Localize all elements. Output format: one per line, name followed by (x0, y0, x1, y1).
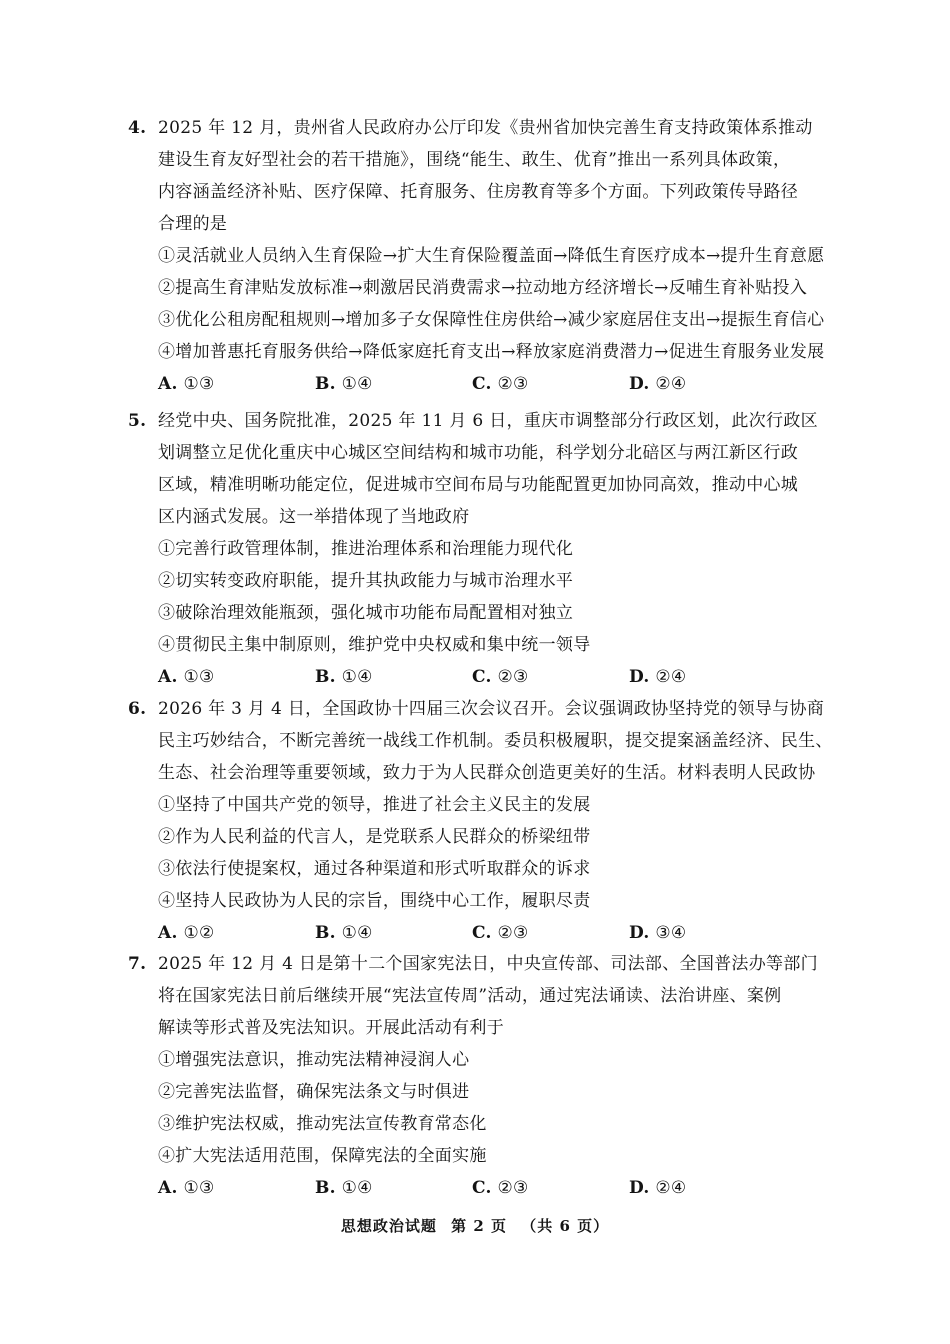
statement-option: ③破除治理效能瓶颈，强化城市功能布局配置相对独立 (158, 603, 574, 623)
choice-b: B. ①④ (315, 1178, 373, 1198)
statement-option: ①坚持了中国共产党的领导，推进了社会主义民主的发展 (158, 795, 591, 815)
choice-b: B. ①④ (315, 667, 373, 687)
question-7 (128, 948, 818, 1204)
statement-option: ③维护宪法权威，推动宪法宣传教育常态化 (158, 1114, 487, 1134)
choice-a: A. ①③ (158, 374, 215, 394)
statement-option: ①灵活就业人员纳入生育保险→扩大生育保险覆盖面→降低生育医疗成本→提升生育意愿 (158, 246, 825, 266)
statement-option: ②完善宪法监督，确保宪法条文与时俱进 (158, 1082, 470, 1102)
choice-d: D. ②④ (629, 374, 687, 394)
question-number: 6. (128, 699, 147, 719)
question-stem-line: 民主巧妙结合，不断完善统一战线工作机制。委员积极履职，提交提案涵盖经济、民生、 (158, 731, 833, 751)
question-stem-line: 解读等形式普及宪法知识。开展此活动有利于 (158, 1018, 504, 1038)
statement-option: ④坚持人民政协为人民的宗旨，围绕中心工作，履职尽责 (158, 891, 591, 911)
choice-c: C. ②③ (472, 1178, 529, 1198)
question-stem-line: 合理的是 (158, 214, 228, 234)
choice-a: A. ①③ (158, 667, 215, 687)
statement-option: ②切实转变政府职能，提升其执政能力与城市治理水平 (158, 571, 574, 591)
question-stem-line: 划调整立足优化重庆中心城区空间结构和城市功能，科学划分北碚区与两江新区行政 (158, 443, 799, 463)
question-number: 5. (128, 411, 147, 431)
statement-option: ③依法行使提案权，通过各种渠道和形式听取群众的诉求 (158, 859, 591, 879)
answer-choices (128, 661, 818, 693)
statement-option: ③优化公租房配租规则→增加多子女保障性住房供给→减少家庭居住支出→提振生育信心 (158, 310, 825, 330)
question-number: 4. (128, 118, 147, 138)
question-stem-line: 区域，精准明晰功能定位，促进城市空间布局与功能配置更加协同高效，推动中心城 (158, 475, 799, 495)
statement-option: ②提高生育津贴发放标准→刺激居民消费需求→拉动地方经济增长→反哺生育补贴投入 (158, 278, 808, 298)
footer-page-number: 第 2 页 (451, 1217, 507, 1235)
choice-b: B. ①④ (315, 374, 373, 394)
answer-choices (128, 917, 818, 949)
question-stem-line: 区内涵式发展。这一举措体现了当地政府 (158, 507, 470, 527)
question-6 (128, 693, 833, 949)
choice-a: A. ①② (158, 923, 215, 943)
choice-c: C. ②③ (472, 374, 529, 394)
statement-option: ④扩大宪法适用范围，保障宪法的全面实施 (158, 1146, 487, 1166)
footer-total-pages: （共 6 页） (521, 1217, 610, 1235)
answer-choices (128, 368, 818, 400)
question-number: 7. (128, 954, 147, 974)
choice-d: D. ③④ (629, 923, 687, 943)
answer-choices (128, 1172, 818, 1204)
choice-c: C. ②③ (472, 667, 529, 687)
statement-option: ①完善行政管理体制，推进治理体系和治理能力现代化 (158, 539, 574, 559)
statement-option: ①增强宪法意识，推动宪法精神浸润人心 (158, 1050, 470, 1070)
question-stem-line: 4. 2025 年 12 月，贵州省人民政府办公厅印发《贵州省加快完善生育支持政策体系推动 (128, 112, 818, 144)
question-stem-line: 5. 经党中央、国务院批准，2025 年 11 月 6 日，重庆市调整部分行政区划，此次行政区 (128, 405, 818, 437)
statement-option: ④增加普惠托育服务供给→降低家庭托育支出→释放家庭消费潜力→促进生育服务业发展 (158, 342, 825, 362)
question-4 (128, 112, 825, 400)
statement-option: ②作为人民利益的代言人，是党联系人民群众的桥梁纽带 (158, 827, 591, 847)
choice-b: B. ①④ (315, 923, 373, 943)
statement-option: ④贯彻民主集中制原则，维护党中央权威和集中统一领导 (158, 635, 591, 655)
choice-c: C. ②③ (472, 923, 529, 943)
question-5 (128, 405, 818, 693)
question-stem-line: 7. 2025 年 12 月 4 日是第十二个国家宪法日，中央宣传部、司法部、全国普法办等部门 (128, 948, 818, 980)
footer-subject: 思想政治试题 (340, 1217, 437, 1235)
question-stem-line: 6. 2026 年 3 月 4 日，全国政协十四届三次会议召开。会议强调政协坚持党的领导与协商 (128, 693, 818, 725)
choice-d: D. ②④ (629, 667, 687, 687)
question-stem-line: 建设生育友好型社会的若干措施》，围绕“能生、敢生、优育”推出一系列具体政策， (158, 150, 791, 170)
question-stem-line: 生态、社会治理等重要领域，致力于为人民群众创造更美好的生活。材料表明人民政协 (158, 763, 816, 783)
question-stem-line: 将在国家宪法日前后继续开展“宪法宣传周”活动，通过宪法诵读、法治讲座、案例 (158, 986, 782, 1006)
question-stem-line: 内容涵盖经济补贴、医疗保障、托育服务、住房教育等多个方面。下列政策传导路径 (158, 182, 799, 202)
choice-a: A. ①③ (158, 1178, 215, 1198)
choice-d: D. ②④ (629, 1178, 687, 1198)
page-footer (0, 1215, 950, 1236)
